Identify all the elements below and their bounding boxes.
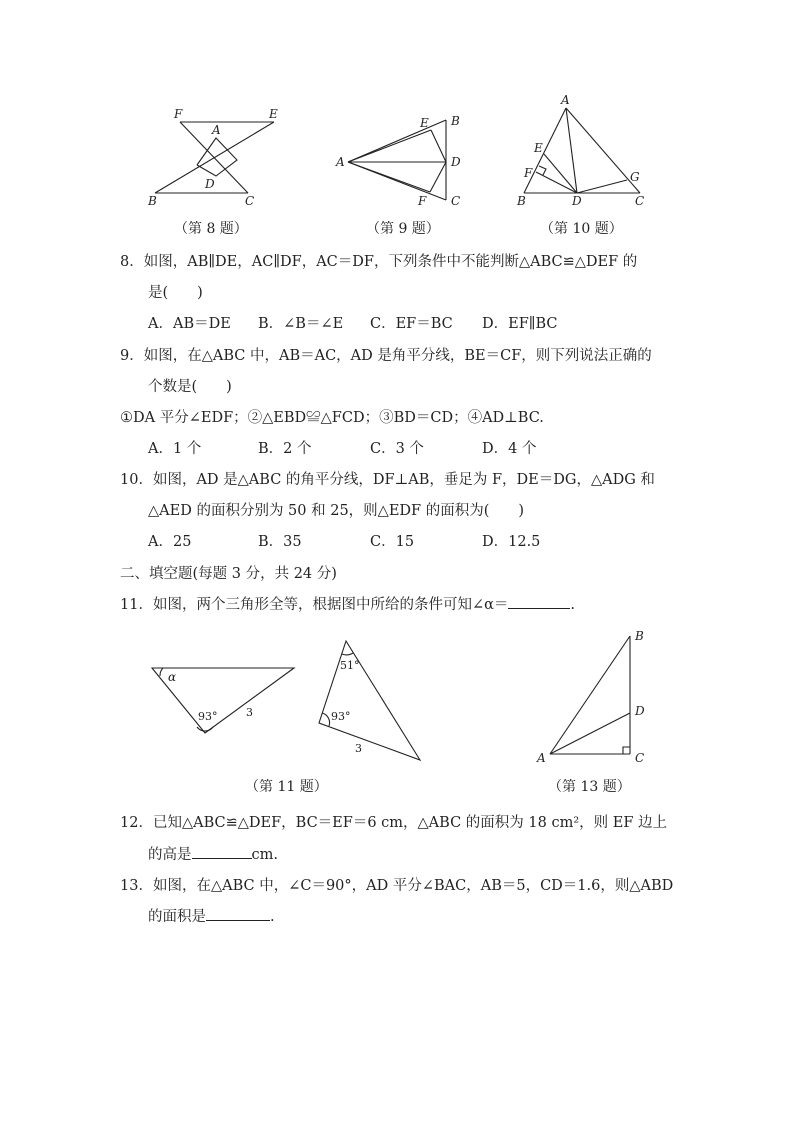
label-3-right: 3 [355, 742, 362, 755]
question-8-line2: 是( ) [148, 285, 203, 301]
answer-blank-12[interactable] [192, 858, 252, 859]
question-11-text: 11．如图，两个三角形全等，根据图中所给的条件可知∠α＝ [120, 597, 509, 613]
question-10-option-b: B．35 [258, 534, 302, 550]
question-12-prefix: 的高是 [148, 847, 192, 863]
label-c: C [245, 194, 255, 208]
question-10-option-a: A．25 [148, 534, 192, 550]
line-ab [550, 636, 630, 754]
question-10-line1: 10．如图，AD 是△ABC 的角平分线，DF⊥AB，垂足为 F，DE＝DG，△ADG 和 [120, 472, 655, 488]
question-9-line2: 个数是( ) [148, 379, 232, 395]
question-8-option-d: D．EF∥BC [482, 316, 558, 332]
question-10-option-d: D．12.5 [482, 534, 541, 550]
label-b: B [148, 194, 157, 208]
label-93-right: 93° [331, 710, 351, 723]
label-b: B [635, 629, 644, 643]
question-10-option-c: C．15 [370, 534, 415, 550]
label-a: A [537, 751, 546, 765]
label-g: G [630, 170, 640, 184]
question-9-line1: 9．如图，在△ABC 中，AB＝AC，AD 是角平分线，BE＝CF，则下列说法正确的 [120, 348, 652, 364]
label-51: 51° [340, 659, 360, 672]
caption-fig13: （第 13 题） [548, 779, 631, 795]
question-12-line2 [148, 843, 278, 864]
label-f: F [418, 194, 427, 208]
label-d: D [451, 155, 461, 169]
label-c: C [635, 751, 645, 765]
question-8-option-c: C．EF＝BC [370, 316, 453, 332]
label-alpha: α [168, 670, 177, 684]
label-d: D [572, 194, 582, 208]
label-c: C [451, 194, 461, 208]
question-9-option-c: C．3 个 [370, 441, 424, 457]
question-13-prefix: 的面积是 [148, 909, 206, 925]
line-ad [550, 713, 630, 754]
label-d: D [205, 177, 215, 191]
question-9-option-a: A．1 个 [148, 441, 202, 457]
caption-fig11: （第 11 题） [245, 779, 328, 795]
label-a: A [336, 155, 345, 169]
caption-fig9: （第 9 题） [366, 221, 440, 237]
caption-fig8: （第 8 题） [174, 221, 248, 237]
label-93-left: 93° [198, 710, 218, 723]
label-3-left: 3 [246, 706, 253, 719]
label-a: A [561, 93, 570, 107]
label-e: E [420, 116, 429, 130]
section-heading: 二、填空题(每题 3 分，共 24 分) [120, 566, 337, 582]
question-12-line1: 12．已知△ABC≌△DEF，BC＝EF＝6 cm，△ABC 的面积为 18 cm²，则 EF 边上 [120, 815, 667, 831]
question-8-line1: 8．如图，AB∥DE，AC∥DF，AC＝DF，下列条件中不能判断△ABC≌△DEF 的 [120, 254, 638, 270]
label-c: C [635, 194, 645, 208]
label-e: E [269, 107, 278, 121]
label-b: B [517, 194, 526, 208]
label-a: A [212, 123, 221, 137]
question-11-end: . [570, 597, 575, 613]
question-9-line3: ①DA 平分∠EDF；②△EBD≌△FCD；③BD＝CD；④AD⊥BC. [120, 410, 544, 426]
question-13-end: . [270, 909, 275, 925]
question-13-line2 [148, 905, 275, 926]
right-angle-c [623, 747, 630, 754]
question-10-line2: △AED 的面积分别为 50 和 25，则△EDF 的面积为( ) [148, 503, 525, 519]
label-b: B [451, 114, 460, 128]
question-8-option-a: A．AB＝DE [148, 316, 231, 332]
caption-fig10: （第 10 题） [540, 221, 623, 237]
label-f: F [174, 107, 183, 121]
answer-blank-13[interactable] [206, 920, 270, 921]
question-13-line1: 13．如图，在△ABC 中，∠C＝90°，AD 平分∠BAC，AB＝5，CD＝1.6，则△ABD [120, 878, 674, 894]
question-9-option-b: B．2 个 [258, 441, 312, 457]
label-f: F [524, 166, 533, 180]
label-e: E [534, 141, 543, 155]
question-8-option-b: B．∠B＝∠E [258, 316, 344, 332]
question-9-option-d: D．4 个 [482, 441, 537, 457]
label-d: D [635, 704, 645, 718]
question-12-unit: cm. [251, 847, 278, 863]
